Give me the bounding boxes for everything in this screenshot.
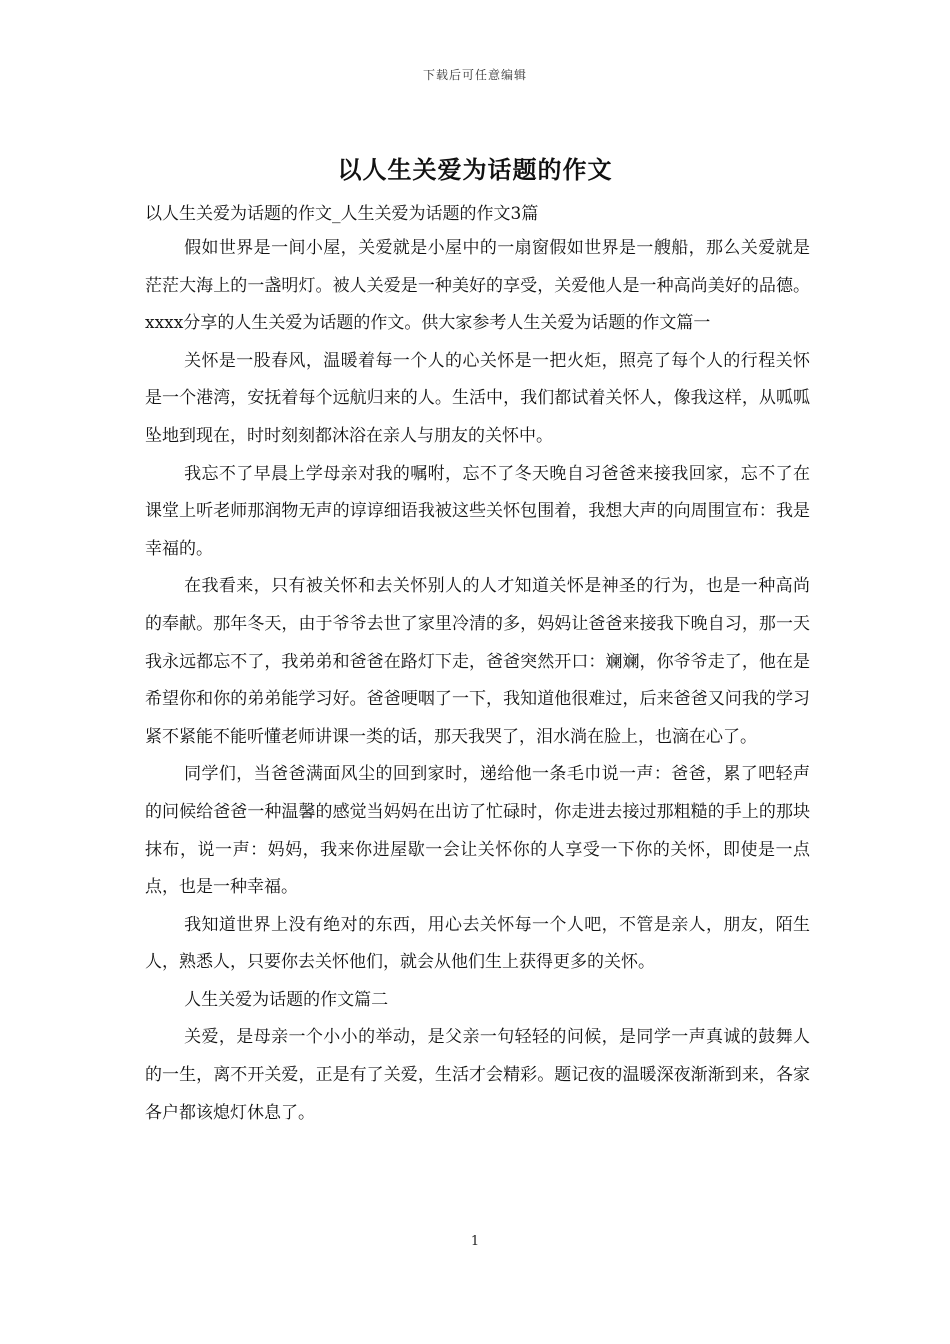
paragraph: 关怀是一股春风，温暖着每一个人的心关怀是一把火炬，照亮了每个人的行程关怀是一个港湾，安抚着每个远航归来的人。生活中，我们都试着关怀人，像我这样，从呱呱坠地到现在，时时刻刻都沐浴在亲人与朋友的关怀中。: [145, 350, 810, 446]
document-subtitle: 以人生关爱为话题的作文_人生关爱为话题的作文3篇: [145, 204, 539, 224]
paragraph: 假如世界是一间小屋，关爱就是小屋中的一扇窗假如世界是一艘船，那么关爱就是茫茫大海上的一盏明灯。被人关爱是一种美好的享受，关爱他人是一种高尚美好的品德。xxxx分享的人生关爱为话题的作文。供大家参考人生关爱为话题的作文篇一: [145, 238, 810, 334]
paragraph: 我知道世界上没有绝对的东西，用心去关怀每一个人吧，不管是亲人，朋友，陌生人，熟悉人，只要你去关怀他们，就会从他们生上获得更多的关怀。: [145, 914, 810, 973]
document-body: [145, 198, 810, 1132]
page-header-note: 下载后可任意编辑: [422, 68, 527, 82]
paragraph: 关爱，是母亲一个小小的举动，是父亲一句轻轻的问候，是同学一声真诚的鼓舞人的一生，离不开关爱，正是有了关爱，生活才会精彩。题记夜的温暖深夜渐渐到来，各家各户都该熄灯休息了。: [145, 1027, 810, 1123]
paragraph: 在我看来，只有被关怀和去关怀别人的人才知道关怀是神圣的行为，也是一种高尚的奉献。那年冬天，由于爷爷去世了家里冷清的多，妈妈让爸爸来接我下晚自习，那一天我永远都忘不了，我弟弟和爸爸在路灯下走，爸爸突然开口：斓斓，你爷爷走了，他在是希望你和你的弟弟能学习好。爸爸哽咽了一下，我知道他很难过，后来爸爸又问我的学习紧不紧能不能听懂老师讲课一类的话，那天我哭了，泪水淌在脸上，也滴在心了。: [145, 576, 810, 747]
page-number: 1: [470, 1234, 480, 1249]
paragraph: 同学们，当爸爸满面风尘的回到家时，递给他一条毛巾说一声：爸爸，累了吧轻声的问候给爸爸一种温馨的感觉当妈妈在出访了忙碌时，你走进去接过那粗糙的手上的那块抹布，说一声：妈妈，我来你进屋歇一会让关怀你的人享受一下你的关怀，即使是一点点，也是一种幸福。: [145, 764, 810, 898]
paragraph: 我忘不了早晨上学母亲对我的嘱咐，忘不了冬天晚自习爸爸来接我回家，忘不了在课堂上听老师那润物无声的谆谆细语我被这些关怀包围着，我想大声的向周围宣布：我是幸福的。: [145, 463, 810, 559]
document-title: 以人生关爱为话题的作文: [337, 155, 613, 184]
section-heading: 人生关爱为话题的作文篇二: [184, 989, 389, 1010]
